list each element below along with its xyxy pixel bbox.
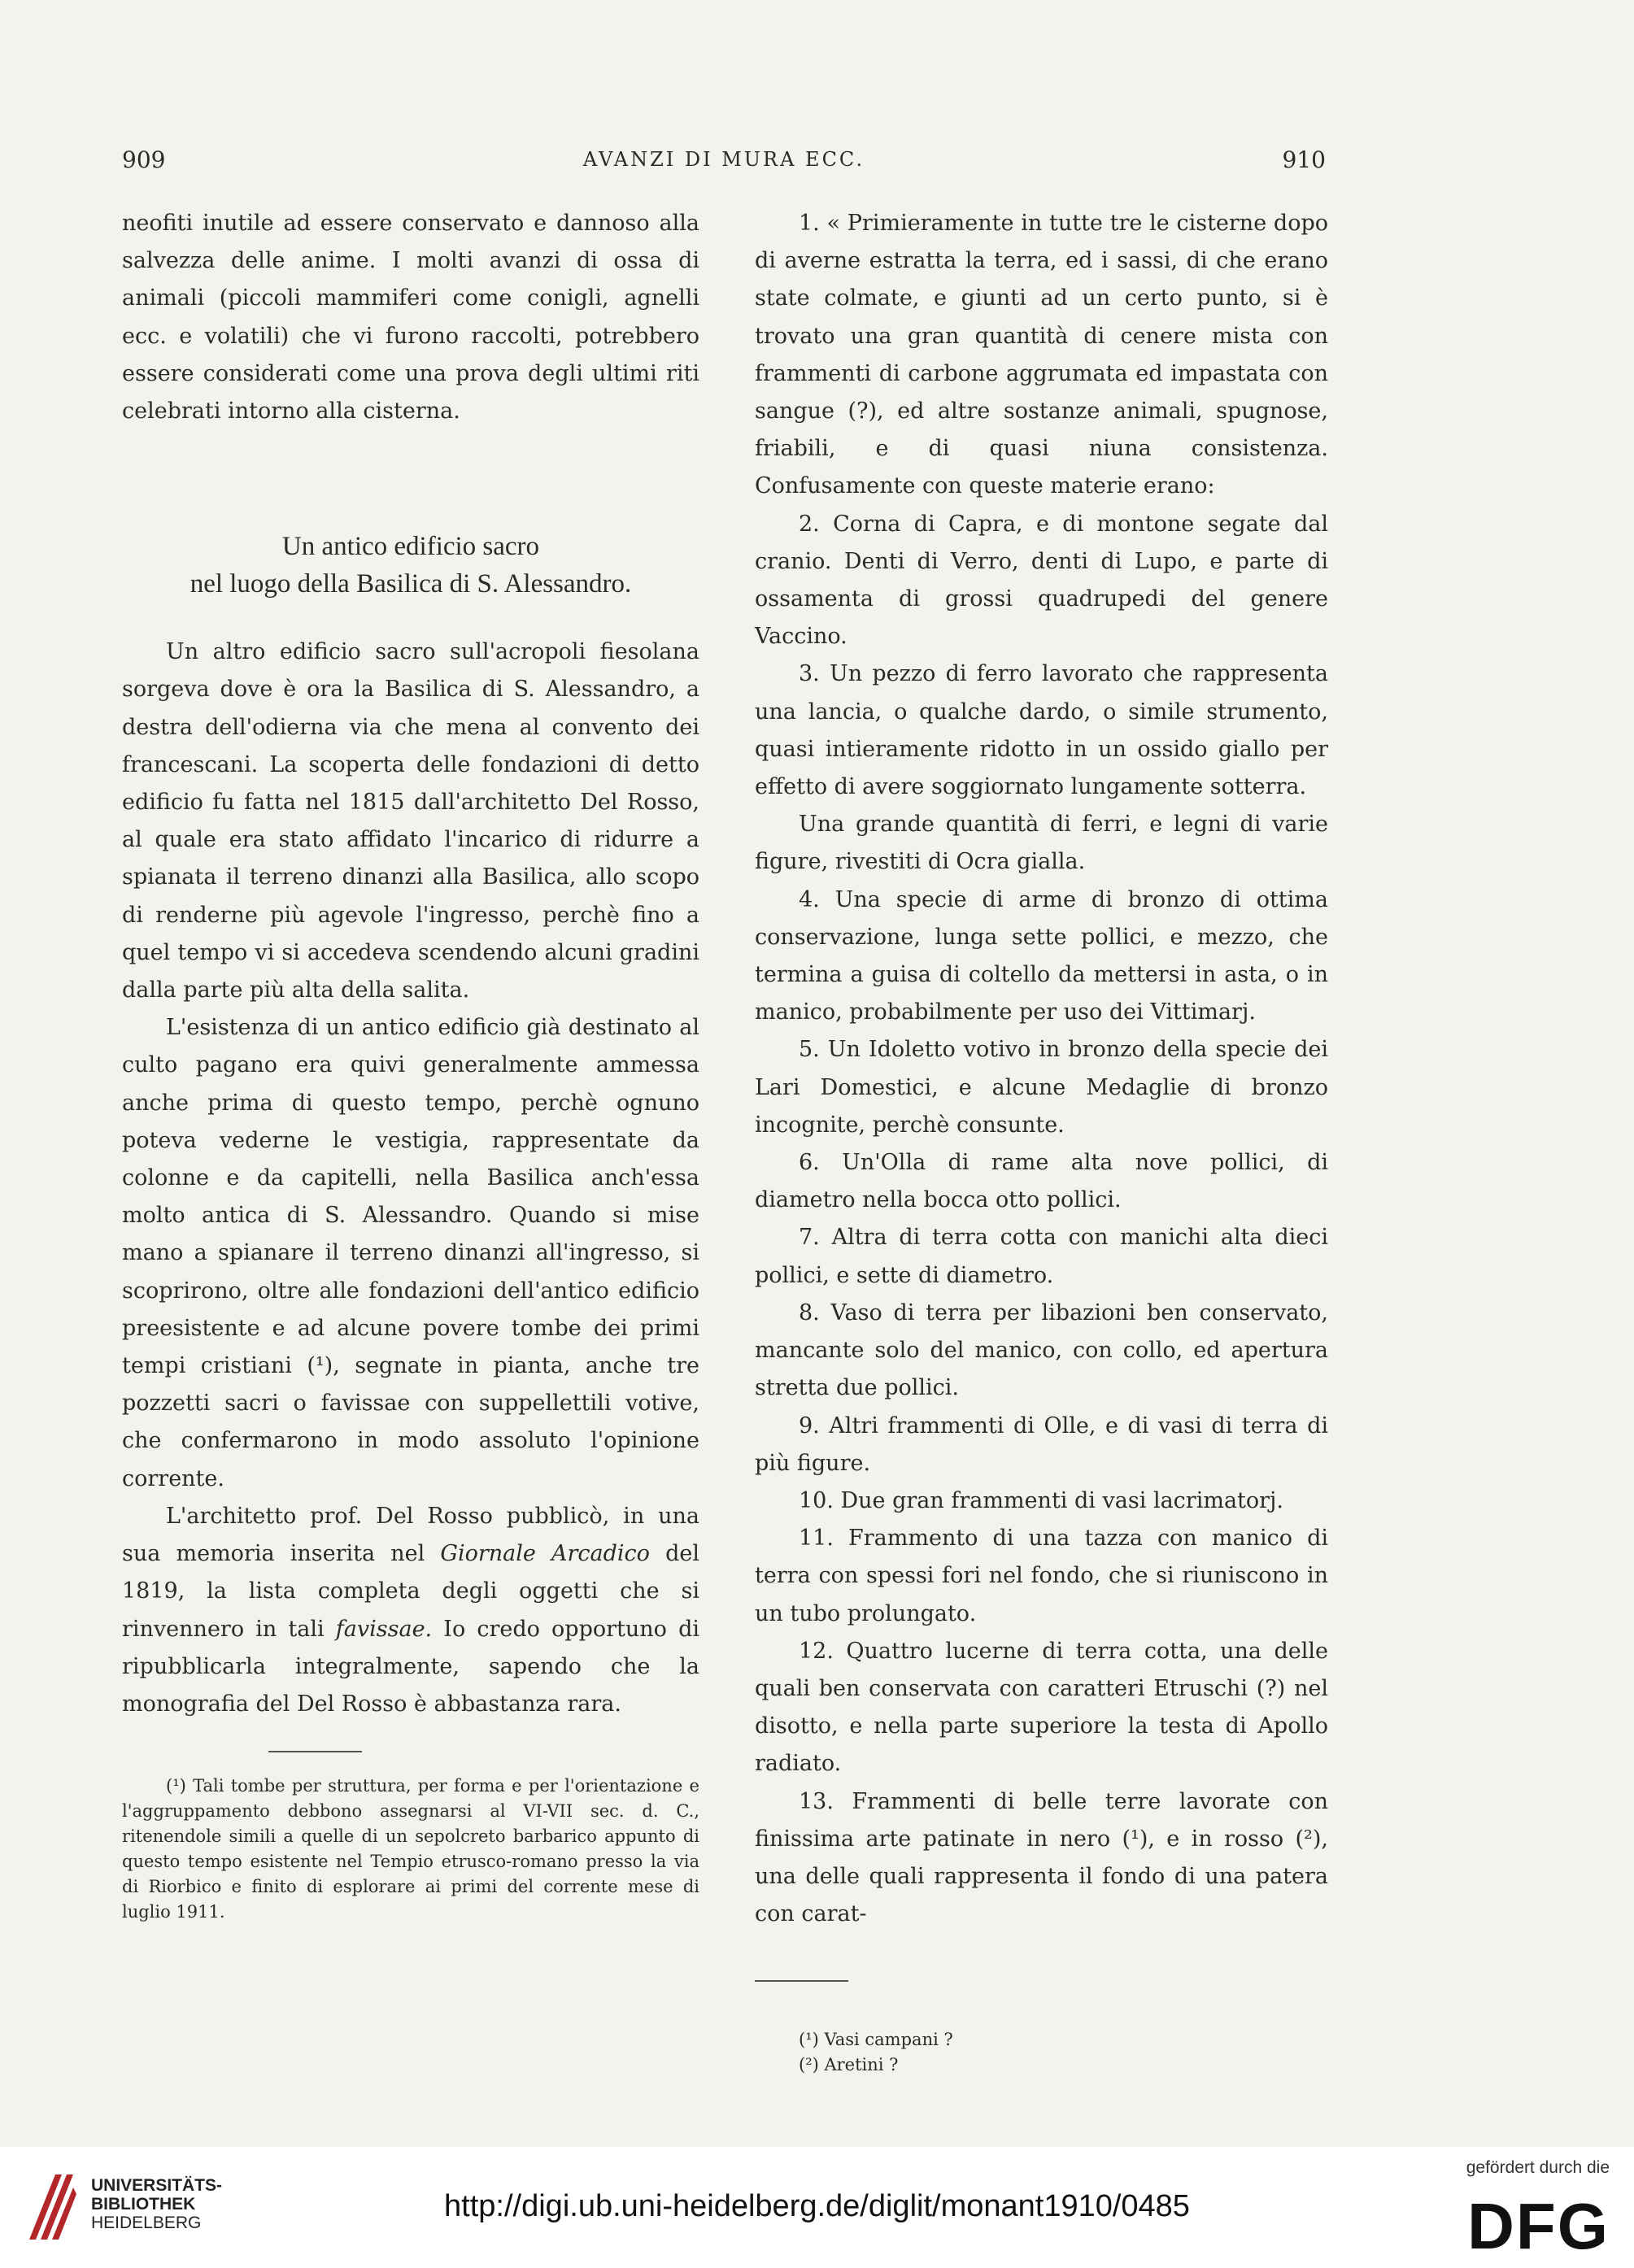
text-run: Io credo opportuno di ripubblicarla integralmente, sapendo che la monografia del Del Rosso è abbastanza rara. <box>122 1616 699 1717</box>
list-item: 11. Frammento di una tazza con manico di terra con spessi fori nel fondo, che si riuniscono in un tubo prolungato. <box>755 1526 1328 1626</box>
list-item: 10. Due gran frammenti di vasi lacrimatorj. <box>799 1487 1284 1513</box>
list-item: Una grande quantità di ferri, e legni di varie figure, rivestiti di Ocra gialla. <box>755 812 1328 875</box>
paragraph: L'esistenza di un antico edificio già destinato al culto pagano era quivi generalmente ammessa anche prima di questo tempo, perchè ognuno poteva vederne le vestigia, rappresentate da colonne e da capitelli, nella Basilica anch'essa molto antica di S. Alessandro. Quando si mise mano a spianare il terreno dinanzi all'ingresso, si scoprirono, oltre alle fondazioni dell'antico edificio preesistente e ad alcune povere tombe dei primi tempi cristiani (¹), segnate in pianta, anche tre pozzetti sacri o favissae con suppellettili votive, che confermarono in modo assoluto l'opinione corrente. <box>122 1015 699 1491</box>
page-number-left: 909 <box>122 146 166 173</box>
paragraph <box>122 1498 699 1723</box>
italic-term: favissae. <box>335 1616 433 1642</box>
right-column <box>755 205 1328 2078</box>
italic-title: Giornale Arcadico <box>440 1541 650 1567</box>
footnote: (¹) Vasi campani ? <box>799 2030 953 2050</box>
viewer-footer <box>0 2147 1634 2268</box>
list-item: 4. Una specie di arme di bronzo di ottima conservazione, lunga sette pollici, e mezzo, che termina a guisa di coltello da mettersi in asta, o in manico, probabilmente per uso dei Vittimarj. <box>755 886 1328 1025</box>
library-line-3: HEIDELBERG <box>91 2214 202 2232</box>
list-item: 9. Altri frammenti di Olle, e di vasi di terra di più figure. <box>755 1413 1328 1476</box>
page-header <box>122 146 1326 187</box>
section-title-line-1: Un antico edificio sacro <box>281 532 540 562</box>
section-title-line-2: nel luogo della Basilica di S. Alessandro. <box>190 569 632 599</box>
list-item: 2. Corna di Capra, e di montone segate dal cranio. Denti di Verro, denti di Lupo, e parte di ossamenta di grossi quadrupedi del genere Vaccino. <box>755 511 1328 650</box>
list-item: 1. « Primieramente in tutte tre le cisterne dopo di averne estratta la terra, ed i sassi, di che erano state colmate, e giunti ad un certo punto, si è trovato una gran quantità di cenere mista con frammenti di carbone aggrumata ed impastata con sangue (?), ed altre sostanze animali, spugnose, friabili, e di quasi niuna consistenza. Confusamente con queste materie erano: <box>755 211 1328 499</box>
section-heading <box>122 528 699 603</box>
list-item: 12. Quattro lucerne di terra cotta, una delle quali ben conservata con caratteri Etruschi (?) nel disotto, e nella parte superiore la testa di Apollo radiato. <box>755 1638 1328 1777</box>
list-item: 7. Altra di terra cotta con manichi alta dieci pollici, e sette di diametro. <box>755 1225 1328 1288</box>
permalink-url[interactable]: http://digi.ub.uni-heidelberg.de/diglit/monant1910/0485 <box>444 2189 1190 2223</box>
library-line-1: UNIVERSITÄTS- <box>91 2176 223 2195</box>
paragraph: Un altro edificio sacro sull'acropoli fiesolana sorgeva dove è ora la Basilica di S. Alessandro, a destra dell'odierna via che mena al convento dei francescani. La scoperta delle fondazioni di detto edificio fu fatta nel 1815 dall'architetto Del Rosso, al quale era stato affidato l'incarico di ridurre a spianata il terreno dinanzi alla Basilica, allo scopo di renderne più agevole l'ingresso, perchè fino a quel tempo vi si accedeva scendendo alcuni gradini dalla parte più alta della salita. <box>122 639 699 1003</box>
text-run: L'architetto prof. Del Rosso pubblicò, in una sua memoria inserita nel <box>122 1503 699 1567</box>
footnote-divider <box>268 1751 362 1752</box>
list-item: 5. Un Idoletto votivo in bronzo della specie dei Lari Domestici, e alcune Medaglie di bronzo incognite, perchè consunte. <box>755 1037 1328 1138</box>
left-column <box>122 205 699 1925</box>
list-item: 8. Vaso di terra per libazioni ben conservato, mancante solo del manico, con collo, ed apertura stretta due pollici. <box>755 1299 1328 1401</box>
dfg-logo: DFG <box>1467 2190 1610 2262</box>
footnote: (¹) Tali tombe per struttura, per forma e per l'orientazione e l'aggruppamento debbono assegnarsi al VI-VII sec. d. C., ritenendole simili a quelle di un sepolcreto barbarico appunto di questo tempo esistente nel Tempio etrusco-romano presso la via di Riorbico e finito di esplorare ai primi del corrente mese di luglio 1911. <box>122 1776 699 1922</box>
library-line-2: BIBLIOTHEK <box>91 2195 196 2214</box>
funding-note: gefördert durch die <box>1466 2158 1610 2177</box>
list-item: 3. Un pezzo di ferro lavorato che rappresenta una lancia, o qualche dardo, o simile strumento, quasi intieramente ridotto in un ossido giallo per effetto di avere soggiornato lungamente sotterra. <box>755 661 1328 800</box>
list-item: 13. Frammenti di belle terre lavorate con finissima arte patinate in nero (¹), e in rosso (²), una delle quali rappresenta il fondo di una patera con carat- <box>755 1788 1328 1927</box>
list-item: 6. Un'Olla di rame alta nove pollici, di diametro nella bocca otto pollici. <box>755 1150 1328 1213</box>
text-run: del 1819, la lista completa degli oggetti che si rinvennero in tali <box>122 1541 699 1642</box>
page-number-right: 910 <box>1282 146 1326 173</box>
running-title: AVANZI DI MURA ECC. <box>582 148 865 171</box>
paragraph: neofiti inutile ad essere conservato e dannoso alla salvezza delle anime. I molti avanzi di ossa di animali (piccoli mammiferi come conigli, agnelli ecc. e volatili) che vi furono raccolti, potrebbero essere considerati come una prova degli ultimi riti celebrati intorno alla cisterna. <box>122 211 699 424</box>
footnote: (²) Aretini ? <box>799 2055 899 2075</box>
footnote-divider <box>755 1980 848 1982</box>
